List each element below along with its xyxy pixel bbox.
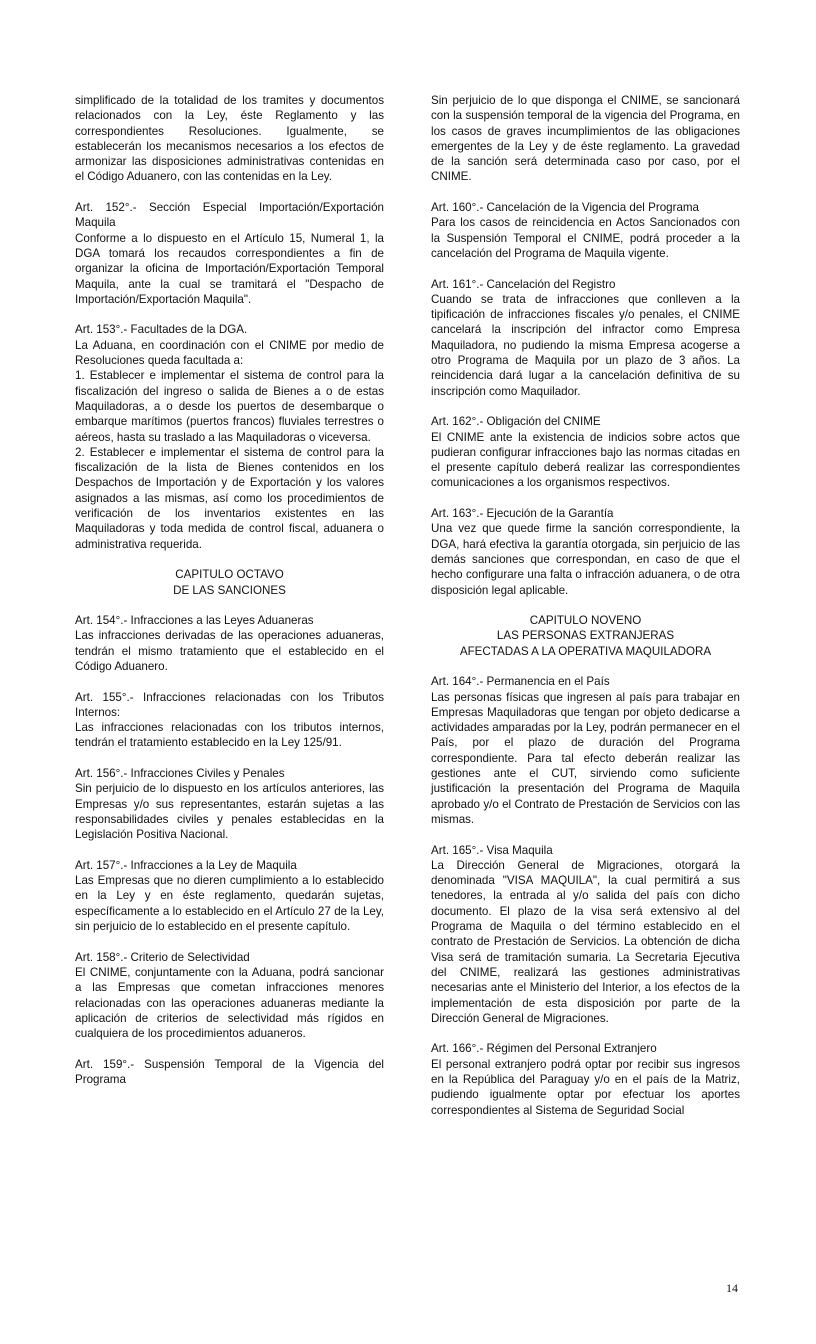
article-160 xyxy=(431,200,740,261)
article-156 xyxy=(75,766,384,842)
article-155 xyxy=(75,690,384,751)
article-body: Cuando se trata de infracciones que conlleven a la tipificación de infracciones fiscales y/o penales, el CNIME cancelará la inscripción del infractor como Empresa Maquiladora, no pudiendo la misma Empresa acogerse a otro Programa de Maquila por un plazo de 3 años. La reincidencia dará lugar a la cancelación definitiva de su inscripción como Maquilador. xyxy=(431,292,740,398)
article-body: La Dirección General de Migraciones, otorgará la denominada "VISA MAQUILA", la cual permitirá a sus tenedores, la entrada al y/o salida del país con dicho documento. El plazo de la visa será extensivo al del Programa de Maquila o del término establecido en el contrato de Prestación de Servicios. La obtención de dicha Visa será de tramitación sumaria. La Secretaria Ejecutiva del CNIME, realizará las gestiones administrativas necesarias ante el Ministerio del Interior, a los efectos de la implementación de esta disposición por parte de la Dirección General de Migraciones. xyxy=(431,858,740,1025)
article-body: El CNIME, conjuntamente con la Aduana, podrá sancionar a las Empresas que cometan infracciones menores relacionadas con las operaciones aduaneras mediante la aplicación de criterios de selectividad más rígidos en cualquiera de los procedimientos aduaneros. xyxy=(75,965,384,1041)
article-166 xyxy=(431,1041,740,1117)
intro-continuation xyxy=(75,93,384,185)
article-heading: Art. 157°.- Infracciones a la Ley de Maquila xyxy=(75,858,297,872)
article-heading: Art. 165°.- Visa Maquila xyxy=(431,843,553,857)
paragraph: Sin perjuicio de lo que disponga el CNIME, se sancionará con la suspensión temporal de la vigencia del Programa, en los casos de graves incumplimientos de las obligaciones emergentes de la Ley y de éste reglamento. La gravedad de la sanción será determinada caso por caso, por el CNIME. xyxy=(431,94,740,184)
right-column xyxy=(431,93,740,1133)
article-heading: Art. 161°.- Cancelación del Registro xyxy=(431,277,616,291)
article-heading: Art. 155°.- Infracciones relacionadas con los Tributos Internos: xyxy=(75,690,384,719)
article-159-body xyxy=(431,93,740,185)
chapter-heading-noveno xyxy=(431,613,740,659)
article-heading: Art. 154°.- Infracciones a las Leyes Aduaneras xyxy=(75,614,314,628)
article-body: Para los casos de reincidencia en Actos Sancionados con la Suspensión Temporal el CNIME, podrá proceder a la cancelación del Programa de Maquila vigente. xyxy=(431,216,740,260)
article-heading: Art. 159°.- Suspensión Temporal de la Vigencia del Programa xyxy=(75,1057,384,1086)
article-body: Las infracciones relacionadas con los tributos internos, tendrán el tratamiento establecido en la Ley 125/91. xyxy=(75,721,384,750)
article-heading: Art. 158°.- Criterio de Selectividad xyxy=(75,950,250,964)
article-heading: Art. 152°.- Sección Especial Importación/Exportación Maquila xyxy=(75,201,384,230)
article-heading: Art. 164°.- Permanencia en el País xyxy=(431,675,610,689)
article-162 xyxy=(431,414,740,490)
article-165 xyxy=(431,843,740,1027)
article-163 xyxy=(431,506,740,598)
chapter-title: DE LAS SANCIONES xyxy=(173,583,286,597)
article-body: El CNIME ante la existencia de indicios sobre actos que pudieran configurar infracciones bajo las normas citadas en el presente capítulo deberá realizar las correspondientes comunicaciones a los organismos respectivos. xyxy=(431,430,740,490)
article-153 xyxy=(75,322,384,551)
article-body: Conforme a lo dispuesto en el Artículo 15, Numeral 1, la DGA tomará los recaudos correspondientes a fin de organizar la oficina de Importación/Exportación Temporal Maquila, ante la cual se tramitará el "Despacho de Importación/Exportación Maquila". xyxy=(75,231,384,306)
article-161 xyxy=(431,277,740,399)
paragraph: simplificado de la totalidad de los tramites y documentos relacionados con la Ley, éste Reglamento y las correspondientes Resoluciones. Igualmente, se establecerán los mecanismos necesarios a los efectos de armonizar las disposiciones administrativas contenidas en el Código Aduanero, con las contenidas en la Ley. xyxy=(75,94,384,184)
list-item: 1. Establecer e implementar el sistema de control para la fiscalización del ingreso o salida de Bienes a o de estas Maquiladoras, a o desde los puertos de desembarque o embarque marítimos (puertos francos) fluviales terrestres o aéreos, hasta su traslado a las Maquiladoras o viceversa. xyxy=(75,369,384,444)
article-heading: Art. 156°.- Infracciones Civiles y Penales xyxy=(75,767,285,781)
article-body: Las infracciones derivadas de las operaciones aduaneras, tendrán el mismo tratamiento que el establecido en el Código Aduanero. xyxy=(75,629,384,673)
article-157 xyxy=(75,858,384,934)
chapter-heading-octavo xyxy=(75,567,384,598)
article-body: La Aduana, en coordinación con el CNIME por medio de Resoluciones queda facultada a: xyxy=(75,338,384,368)
article-body: El personal extranjero podrá optar por recibir sus ingresos en la República del Paraguay y/o en el país de la Matriz, pudiendo igualmente optar por efectuar los aportes correspondientes al Sistema de Seguridad Social xyxy=(431,1057,740,1117)
article-164 xyxy=(431,674,740,827)
page-number: 14 xyxy=(726,1281,738,1295)
article-heading: Art. 160°.- Cancelación de la Vigencia del Programa xyxy=(431,201,700,215)
article-heading: Art. 162°.- Obligación del CNIME xyxy=(431,415,601,429)
article-158 xyxy=(75,950,384,1042)
article-heading: Art. 153°.- Facultades de la DGA. xyxy=(75,323,248,337)
article-154 xyxy=(75,613,384,674)
article-heading: Art. 166°.- Régimen del Personal Extranjero xyxy=(431,1042,657,1056)
chapter-title: LAS PERSONAS EXTRANJERAS xyxy=(496,629,675,643)
article-body: Las personas físicas que ingresen al país para trabajar en Empresas Maquiladoras que tengan por objeto dedicarse a actividades amparadas por la Ley, podrán permanecer en el País, por el plazo de duración del Programa correspondiente. Para tal efecto deberán realizar las gestiones ante el CUT, sirviendo como suficiente justificación la presentación del Programa de Maquila aprobado y/o el Contrato de Prestación de Servicios con las mismas. xyxy=(431,690,740,826)
chapter-subtitle: AFECTADAS A LA OPERATIVA MAQUILADORA xyxy=(459,644,712,658)
article-body: Las Empresas que no dieren cumplimiento a lo establecido en la Ley y en éste reglamento, quedarán sujetas, específicamente a lo establecido en el Artículo 27 de la Ley, sin perjuicio de lo establecido en el presente capítulo. xyxy=(75,874,384,934)
chapter-number: CAPITULO NOVENO xyxy=(529,614,642,628)
article-heading: Art. 163°.- Ejecución de la Garantía xyxy=(431,507,614,521)
left-column xyxy=(75,93,384,1103)
article-152 xyxy=(75,200,384,307)
article-body: Una vez que quede firme la sanción correspondiente, la DGA, hará efectiva la garantía otorgada, sin perjuicio de las demás sanciones que correspondan, en caso de que el hecho configurare una falta o infracción aduanera, o de otra disposición legal aplicable. xyxy=(431,522,740,597)
article-body: Sin perjuicio de lo dispuesto en los artículos anteriores, las Empresas y/o sus representantes, estarán sujetas a las responsabilidades civiles y penales establecidas en la Legislación Positiva Nacional. xyxy=(75,782,384,842)
list-item: 2. Establecer e implementar el sistema de control para la fiscalización de la lista de Bienes contenidos en los Despachos de Importación y de Exportación y los valores asignados a las mismas, así como los procedimientos de verificación de los inventarios existentes en las Maquiladoras y toda medida de control fiscal, aduanera o administrativa requerida. xyxy=(75,445,384,551)
chapter-number: CAPITULO OCTAVO xyxy=(175,568,284,582)
article-159 xyxy=(75,1057,384,1088)
